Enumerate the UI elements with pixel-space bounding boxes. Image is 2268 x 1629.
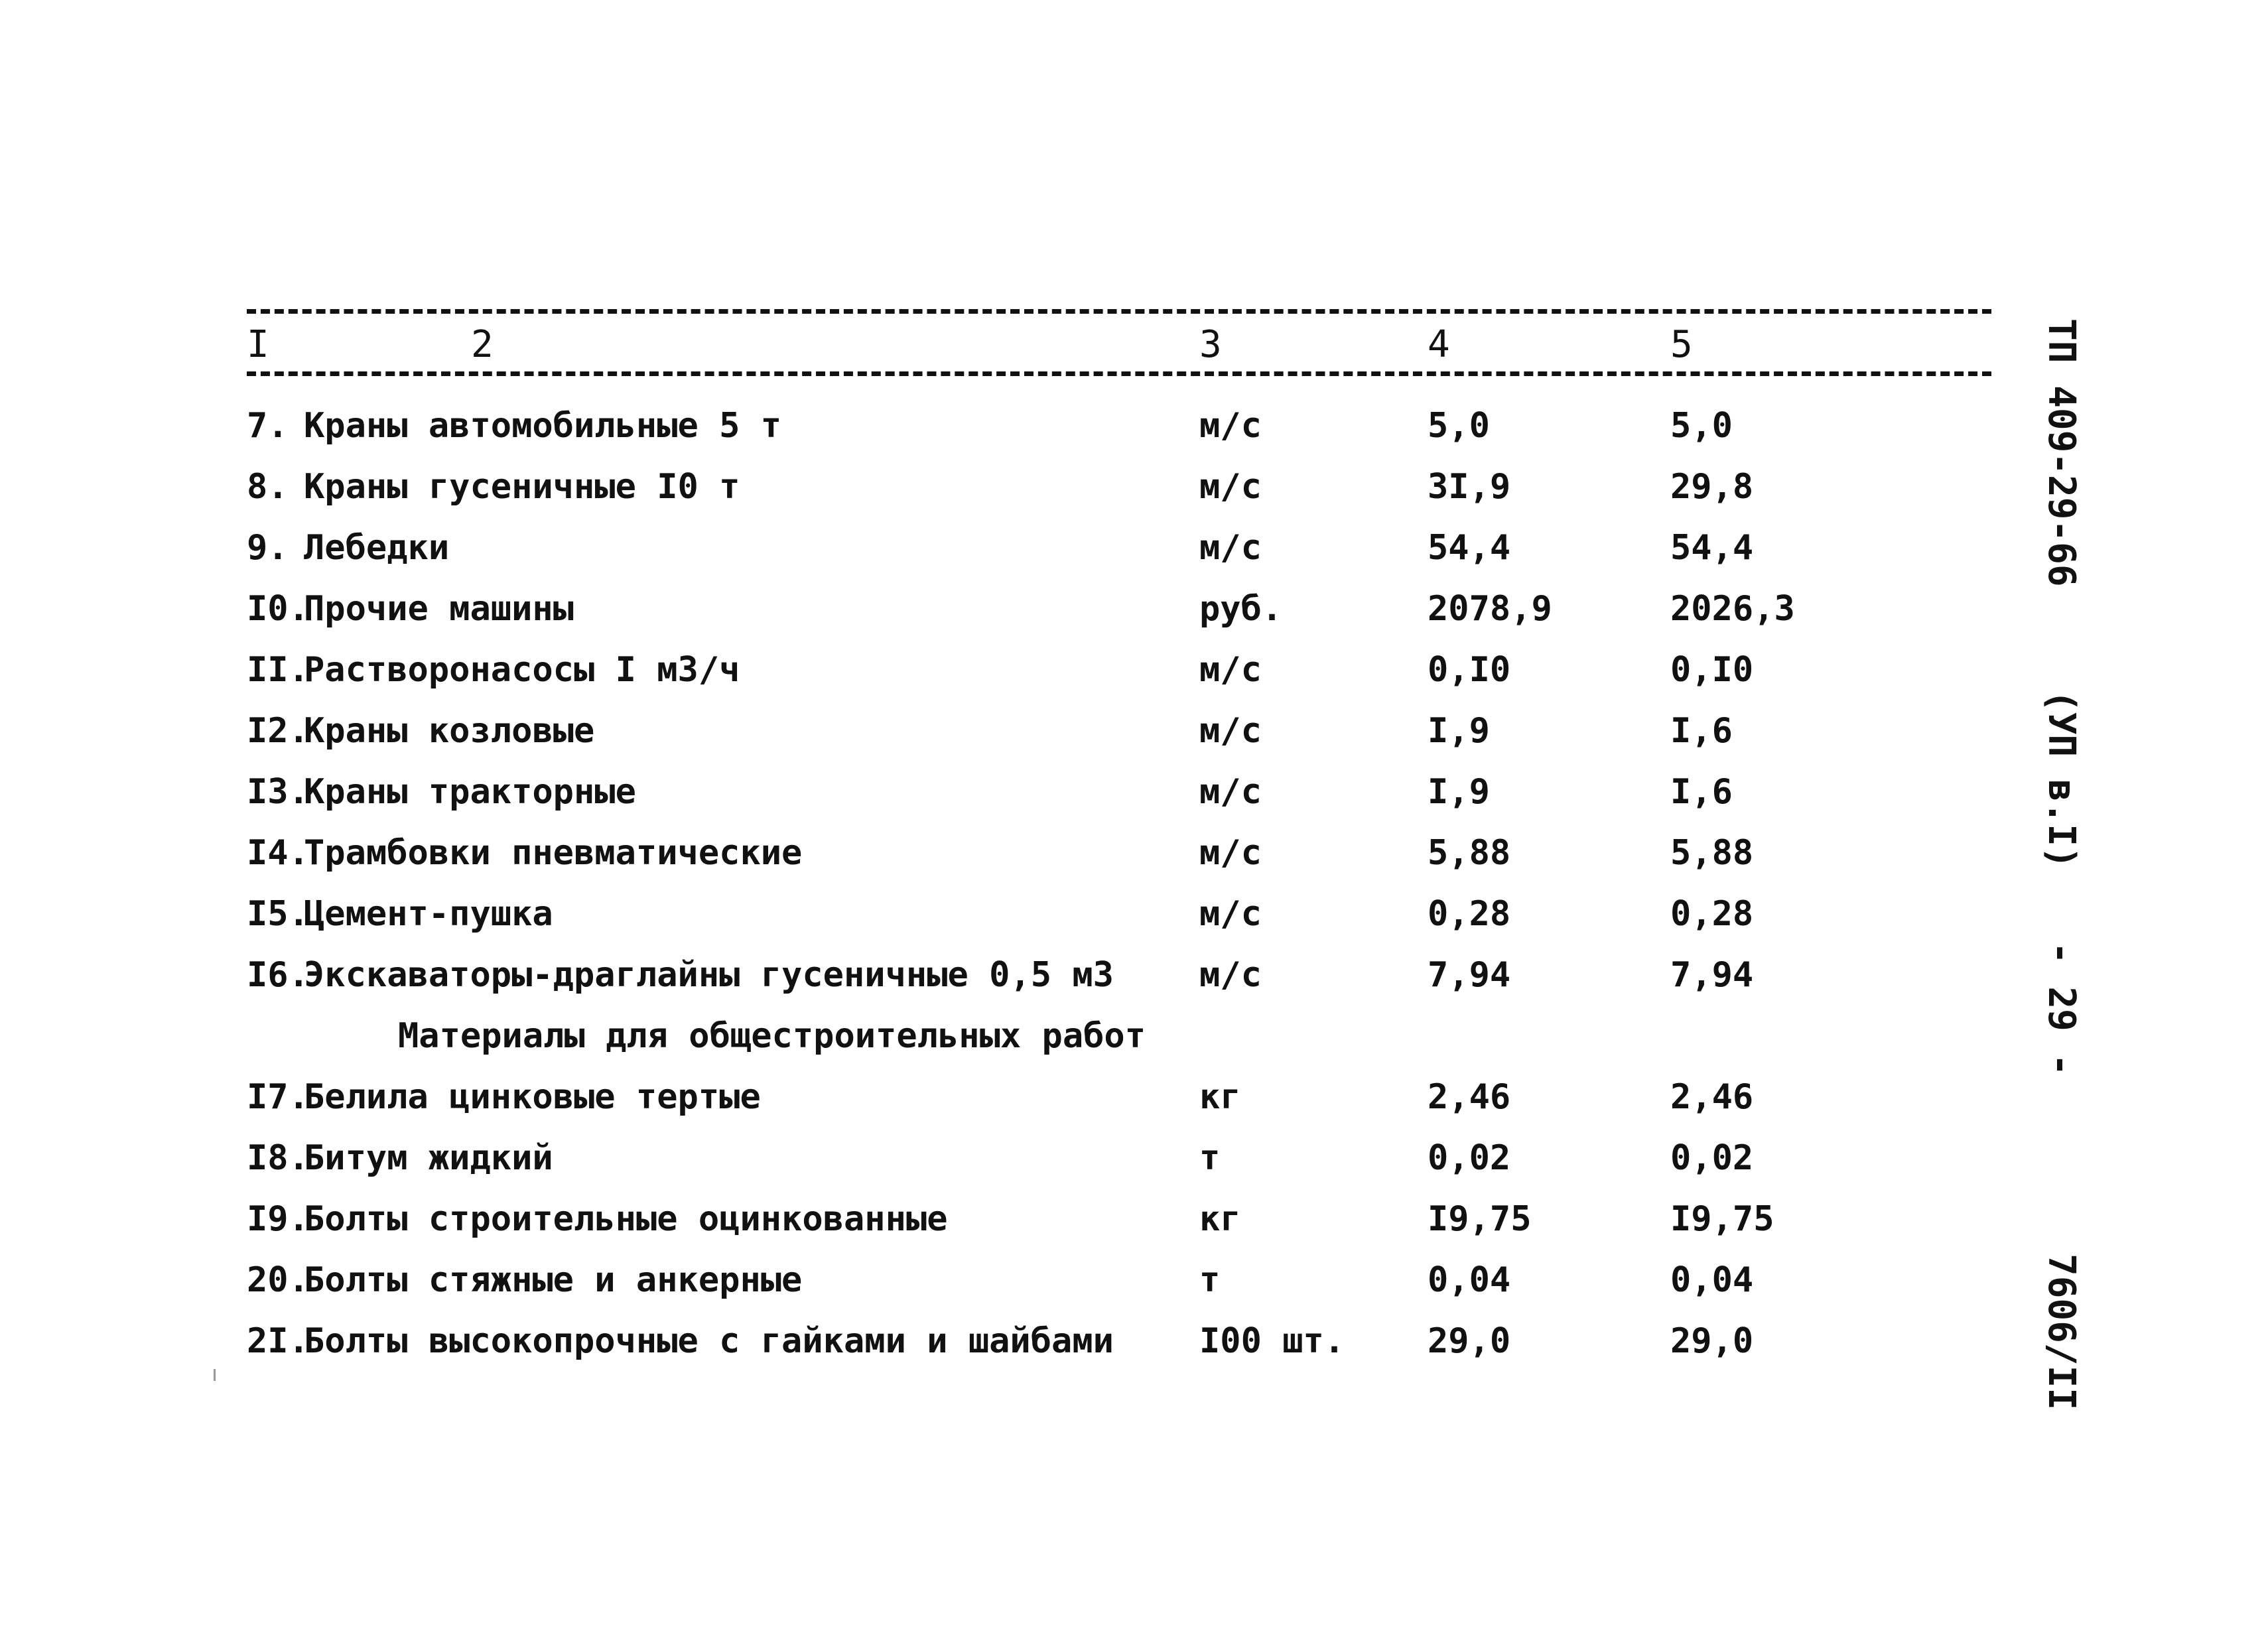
table-row: [0, 578, 2268, 639]
table-row: [0, 700, 2268, 761]
row-col-5: I,6: [1670, 772, 1733, 812]
row-col-4: I9,75: [1428, 1199, 1532, 1239]
row-col-5: 2026,3: [1670, 589, 1795, 629]
row-col-4: 0,04: [1428, 1260, 1511, 1300]
row-number: I9.: [247, 1199, 309, 1239]
row-col-5: 2,46: [1670, 1077, 1754, 1117]
row-name: Белила цинковые тертые: [304, 1077, 761, 1117]
row-unit: руб.: [1199, 589, 1283, 629]
row-col-5: 0,28: [1670, 894, 1754, 934]
row-number: 20.: [247, 1260, 309, 1300]
row-col-5: 54,4: [1670, 528, 1754, 568]
row-number: 2I.: [247, 1321, 309, 1361]
row-col-5: 5,88: [1670, 833, 1754, 873]
side-album-number: (УП в.I): [2040, 690, 2083, 869]
row-name: Краны автомобильные 5 т: [304, 406, 782, 446]
row-name: Растворонасосы I м3/ч: [304, 650, 740, 690]
row-number: I4.: [247, 833, 309, 873]
table-row: [0, 1128, 2268, 1189]
row-number: I5.: [247, 894, 309, 934]
header-col-3: 3: [1199, 323, 1222, 366]
row-unit: т: [1199, 1260, 1221, 1300]
row-unit: м/с: [1199, 833, 1262, 873]
row-col-5: I9,75: [1670, 1199, 1774, 1239]
header-col-2: 2: [471, 323, 494, 366]
row-name: Краны тракторные: [304, 772, 636, 812]
row-name: Краны гусеничные I0 т: [304, 467, 740, 507]
row-col-4: I,9: [1428, 772, 1490, 812]
row-col-5: 7,94: [1670, 955, 1754, 995]
row-number: 8.: [247, 467, 289, 507]
row-unit: м/с: [1199, 711, 1262, 751]
row-col-5: 0,02: [1670, 1138, 1754, 1178]
row-col-5: 5,0: [1670, 406, 1733, 446]
header-col-4: 4: [1428, 323, 1450, 366]
row-name: Битум жидкий: [304, 1138, 553, 1178]
table-row: [0, 822, 2268, 883]
row-col-4: 2,46: [1428, 1077, 1511, 1117]
row-unit: м/с: [1199, 772, 1262, 812]
row-number: I2.: [247, 711, 309, 751]
row-name: Лебедки: [304, 528, 450, 568]
side-sheet-number: 7606/II: [2040, 1254, 2083, 1411]
row-unit: м/с: [1199, 528, 1262, 568]
row-unit: м/с: [1199, 467, 1262, 507]
section-heading-row: [0, 1006, 2268, 1067]
row-unit: м/с: [1199, 894, 1262, 934]
table-row: [0, 883, 2268, 945]
row-unit: м/с: [1199, 955, 1262, 995]
row-name: Болты стяжные и анкерные: [304, 1260, 803, 1300]
row-number: 7.: [247, 406, 289, 446]
row-number: I3.: [247, 772, 309, 812]
row-number: 9.: [247, 528, 289, 568]
row-unit: м/с: [1199, 650, 1262, 690]
row-col-4: 0,I0: [1428, 650, 1511, 690]
row-name: Цемент-пушка: [304, 894, 553, 934]
row-number: I0.: [247, 589, 309, 629]
row-name: Трамбовки пневматические: [304, 833, 803, 873]
row-number: II.: [247, 650, 309, 690]
scan-mark: [214, 1369, 216, 1381]
row-name: Болты строительные оцинкованные: [304, 1199, 948, 1239]
table-row: [0, 1189, 2268, 1250]
row-col-4: 0,02: [1428, 1138, 1511, 1178]
row-col-4: 54,4: [1428, 528, 1511, 568]
row-unit: кг: [1199, 1199, 1241, 1239]
row-col-4: I,9: [1428, 711, 1490, 751]
row-col-5: 0,I0: [1670, 650, 1754, 690]
row-col-4: 7,94: [1428, 955, 1511, 995]
row-name: Болты высокопрочные с гайками и шайбами: [304, 1321, 1114, 1361]
row-unit: т: [1199, 1138, 1221, 1178]
row-col-4: 29,0: [1428, 1321, 1511, 1361]
side-document-code: ТП 409-29-66: [2040, 318, 2083, 587]
row-col-4: 5,0: [1428, 406, 1490, 446]
table-row: [0, 456, 2268, 517]
table-row: [0, 1067, 2268, 1128]
row-name: Краны козловые: [304, 711, 595, 751]
row-unit: I00 шт.: [1199, 1321, 1345, 1361]
table-row: [0, 761, 2268, 822]
table-row: [0, 1250, 2268, 1311]
row-col-4: 3I,9: [1428, 467, 1511, 507]
table-row: [0, 1311, 2268, 1372]
row-unit: кг: [1199, 1077, 1241, 1117]
row-col-5: I,6: [1670, 711, 1733, 751]
header-top-rule: [247, 309, 1991, 314]
row-col-4: 2078,9: [1428, 589, 1552, 629]
side-page-number: - 29 -: [2040, 942, 2083, 1076]
table-row: [0, 945, 2268, 1006]
row-unit: м/с: [1199, 406, 1262, 446]
table-row: [0, 639, 2268, 700]
table-row: [0, 395, 2268, 456]
row-col-4: 0,28: [1428, 894, 1511, 934]
row-name: Прочие машины: [304, 589, 574, 629]
header-col-5: 5: [1670, 323, 1693, 366]
row-number: I7.: [247, 1077, 309, 1117]
header-col-1: I: [247, 323, 269, 366]
row-number: I8.: [247, 1138, 309, 1178]
section-title: Материалы для общестроительных работ: [398, 1016, 1146, 1056]
row-col-5: 0,04: [1670, 1260, 1754, 1300]
header-bottom-rule: [247, 371, 1991, 376]
row-col-5: 29,0: [1670, 1321, 1754, 1361]
row-name: Экскаваторы-драглайны гусеничные 0,5 м3: [304, 955, 1114, 995]
row-number: I6.: [247, 955, 309, 995]
table-row: [0, 517, 2268, 578]
row-col-4: 5,88: [1428, 833, 1511, 873]
row-col-5: 29,8: [1670, 467, 1754, 507]
